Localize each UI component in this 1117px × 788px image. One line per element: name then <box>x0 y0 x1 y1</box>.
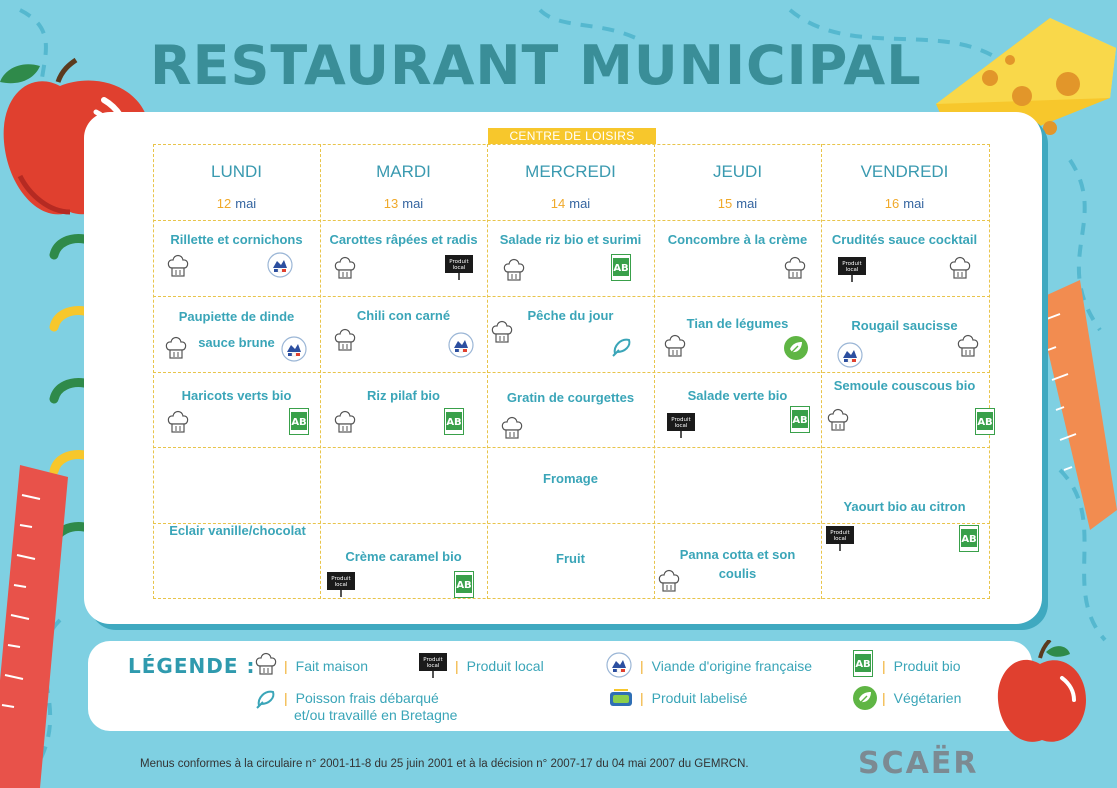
menu-cell <box>821 296 988 372</box>
local-product-icon <box>837 256 867 283</box>
legend-poisson: | Poisson frais débarqué <box>284 690 439 706</box>
french-meat-icon <box>267 252 293 278</box>
chef-hat-icon <box>658 569 680 595</box>
legend-labelise: | Produit labelisé <box>640 690 747 706</box>
menu-cell <box>320 296 487 372</box>
dish-name: Fromage <box>543 471 598 486</box>
chef-hat-icon <box>334 410 356 436</box>
legend-viande: | Viande d'origine française <box>640 658 812 674</box>
menu-cell <box>153 372 320 448</box>
menu-cell <box>487 372 654 448</box>
brand-logo: SCAËR <box>858 746 979 781</box>
day-date: 14 mai <box>550 196 591 211</box>
dish-name: Rougail saucisse <box>851 318 958 333</box>
chef-hat-icon <box>334 256 356 282</box>
organic-ab-icon <box>444 408 464 435</box>
day-date: 12 mai <box>216 196 257 211</box>
local-product-icon <box>418 652 448 679</box>
menu-cell <box>153 296 320 372</box>
french-meat-icon <box>448 332 474 358</box>
french-meat-icon <box>281 336 307 362</box>
dish-name: Salade verte bio <box>687 388 788 403</box>
menu-cell <box>821 523 988 599</box>
dish-name: Pêche du jour <box>527 308 614 323</box>
dish-name: Fruit <box>556 551 585 566</box>
menu-cell <box>320 220 487 296</box>
menu-grid <box>153 144 990 599</box>
menu-cell <box>654 523 821 599</box>
menu-cell <box>821 372 988 448</box>
chef-hat-icon <box>827 408 849 434</box>
vegetarian-icon <box>784 336 808 360</box>
dish-name: Rillette et cornichons <box>170 232 303 247</box>
ruler-illustration-left <box>0 465 80 788</box>
fresh-fish-icon <box>611 336 633 358</box>
organic-ab-icon <box>289 408 309 435</box>
menu-cell <box>487 523 654 599</box>
chef-hat-icon <box>957 334 979 360</box>
organic-ab-icon <box>790 406 810 433</box>
dish-name: Paupiette de dinde sauce brune <box>178 309 295 350</box>
legend-bio: | Produit bio <box>882 658 961 674</box>
menu-cell <box>487 296 654 372</box>
french-meat-icon <box>837 342 863 368</box>
dish-name: Concombre à la crème <box>667 232 808 247</box>
organic-ab-icon <box>611 254 631 281</box>
organic-ab-icon <box>853 650 873 677</box>
day-date: 13 mai <box>383 196 424 211</box>
menu-cell <box>320 523 487 599</box>
dish-name: Chili con carné <box>356 308 451 323</box>
day-date: 15 mai <box>717 196 758 211</box>
dish-name: Riz pilaf bio <box>367 388 440 403</box>
apple-illustration-small <box>996 640 1088 750</box>
menu-cell <box>153 523 320 599</box>
day-date: 16 mai <box>884 196 925 211</box>
chef-hat-icon <box>491 320 513 346</box>
menu-cell <box>153 220 320 296</box>
dish-name: Eclair vanille/chocolat <box>169 523 306 538</box>
chef-hat-icon <box>503 258 525 284</box>
dish-name: Crème caramel bio <box>345 549 462 564</box>
page-title: RESTAURANT MUNICIPAL <box>150 34 922 97</box>
chef-hat-icon <box>334 328 356 354</box>
legend-poisson-line2: et/ou travaillé en Bretagne <box>294 707 458 723</box>
chef-hat-icon <box>784 256 806 282</box>
menu-cell <box>654 372 821 448</box>
dish-name: Salade riz bio et surimi <box>499 232 642 247</box>
chef-hat-icon <box>167 410 189 436</box>
footer-note: Menus conformes à la circulaire n° 2001-11-8 du 25 juin 2001 et à la décision n° 2007-17 du 04 mai 2007 du GEMRCN. <box>140 758 749 770</box>
local-product-icon <box>666 412 696 439</box>
chef-hat-icon <box>167 254 189 280</box>
legend-produit-local: | Produit local <box>455 658 544 674</box>
day-name: MERCREDI <box>525 162 616 181</box>
local-product-icon <box>326 571 356 598</box>
day-name: LUNDI <box>210 162 262 181</box>
vegetarian-icon <box>853 686 877 710</box>
dish-name: Gratin de courgettes <box>506 390 635 405</box>
legend-title: LÉGENDE : <box>128 654 256 678</box>
dish-name: Haricots verts bio <box>181 388 292 403</box>
day-name: MARDI <box>376 162 431 181</box>
centre-label: CENTRE DE LOISIRS <box>488 128 656 144</box>
menu-cell <box>821 447 988 523</box>
menu-cell <box>487 447 654 523</box>
organic-ab-icon <box>959 525 979 552</box>
menu-cell <box>487 220 654 296</box>
legend-fait-maison: | Fait maison <box>284 658 368 674</box>
menu-cell <box>654 296 821 372</box>
organic-ab-icon <box>975 408 995 435</box>
organic-ab-icon <box>454 571 474 598</box>
french-meat-icon <box>606 652 632 678</box>
menu-cell <box>320 372 487 448</box>
chef-hat-icon <box>664 334 686 360</box>
menu-cell <box>654 220 821 296</box>
legend-vegetarien: | Végétarien <box>882 690 961 706</box>
dish-name: Panna cotta et son coulis <box>679 547 796 581</box>
dish-name: Yaourt bio au citron <box>843 499 966 514</box>
local-product-icon <box>825 525 855 552</box>
dish-name: Semoule couscous bio <box>833 378 976 393</box>
dish-name: Crudités sauce cocktail <box>831 232 978 247</box>
dish-name: Tian de légumes <box>686 316 789 331</box>
fresh-fish-icon <box>255 688 277 710</box>
chef-hat-icon <box>501 416 523 442</box>
chef-hat-icon <box>255 652 277 678</box>
label-product-icon <box>608 686 634 712</box>
menu-cell <box>821 220 988 296</box>
local-product-icon <box>444 254 474 281</box>
chef-hat-icon <box>949 256 971 282</box>
day-name: VENDREDI <box>860 162 949 181</box>
dish-name: Carottes râpées et radis <box>329 232 478 247</box>
day-name: JEUDI <box>712 162 763 181</box>
chef-hat-icon <box>165 336 187 362</box>
